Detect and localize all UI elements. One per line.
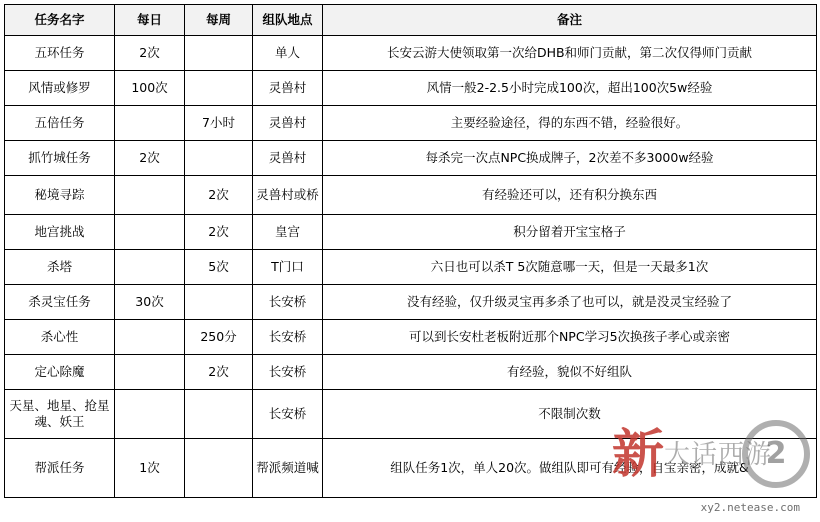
cell-note: 风情一般2-2.5小时完成100次，超出100次5w经验 [323, 71, 817, 106]
cell-weekly [185, 36, 253, 71]
cell-note: 有经验，貌似不好组队 [323, 355, 817, 390]
cell-daily [115, 355, 185, 390]
cell-task: 杀心性 [5, 320, 115, 355]
logo-xin: 新 [612, 424, 665, 485]
cell-daily: 100次 [115, 71, 185, 106]
cell-task: 杀塔 [5, 250, 115, 285]
cell-task: 秘境寻踪 [5, 176, 115, 215]
cell-daily [115, 176, 185, 215]
cell-location: 灵兽村或桥 [253, 176, 323, 215]
cell-task: 五环任务 [5, 36, 115, 71]
cell-weekly [185, 439, 253, 498]
cell-task: 地宫挑战 [5, 215, 115, 250]
cell-weekly [185, 141, 253, 176]
cell-location: 皇宫 [253, 215, 323, 250]
table-row [5, 285, 817, 320]
table-row [5, 106, 817, 141]
cell-location: 灵兽村 [253, 71, 323, 106]
cell-daily [115, 215, 185, 250]
cell-daily: 30次 [115, 285, 185, 320]
cell-note: 长安云游大使领取第一次给DHB和师门贡献，第二次仅得师门贡献 [323, 36, 817, 71]
header-row [5, 5, 817, 36]
cell-weekly [185, 285, 253, 320]
cell-location: 帮派频道喊 [253, 439, 323, 498]
table-row [5, 355, 817, 390]
cell-daily: 1次 [115, 439, 185, 498]
header-daily: 每日 [115, 5, 185, 36]
cell-location: T门口 [253, 250, 323, 285]
logo-url: xy2.netease.com [700, 501, 800, 514]
cell-location: 长安桥 [253, 355, 323, 390]
table-row [5, 250, 817, 285]
header-task-name: 任务名字 [5, 5, 115, 36]
cell-location: 灵兽村 [253, 141, 323, 176]
cell-task: 帮派任务 [5, 439, 115, 498]
cell-note: 每杀完一次点NPC换成牌子，2次差不多3000w经验 [323, 141, 817, 176]
header-notes: 备注 [323, 5, 817, 36]
logo-title: 大话西游 [664, 440, 773, 470]
cell-task: 抓竹城任务 [5, 141, 115, 176]
cell-weekly: 7小时 [185, 106, 253, 141]
cell-task: 杀灵宝任务 [5, 285, 115, 320]
cell-note: 六日也可以杀T 5次随意哪一天，但是一天最多1次 [323, 250, 817, 285]
cell-note: 有经验还可以，还有积分换东西 [323, 176, 817, 215]
cell-location: 灵兽村 [253, 106, 323, 141]
header-location: 组队地点 [253, 5, 323, 36]
cell-weekly [185, 71, 253, 106]
table-row [5, 71, 817, 106]
table-row [5, 215, 817, 250]
logo-number: 2 [742, 420, 810, 488]
cell-note: 没有经验，仅升级灵宝再多杀了也可以，就是没灵宝经验了 [323, 285, 817, 320]
cell-weekly: 250分 [185, 320, 253, 355]
cell-weekly: 2次 [185, 215, 253, 250]
cell-weekly: 2次 [185, 176, 253, 215]
table-row [5, 36, 817, 71]
cell-task: 定心除魔 [5, 355, 115, 390]
cell-daily [115, 320, 185, 355]
header-weekly: 每周 [185, 5, 253, 36]
cell-daily [115, 390, 185, 439]
table-row [5, 390, 817, 439]
cell-daily: 2次 [115, 141, 185, 176]
cell-note: 可以到长安杜老板附近那个NPC学习5次换孩子孝心或亲密 [323, 320, 817, 355]
cell-location: 长安桥 [253, 390, 323, 439]
table-row [5, 176, 817, 215]
cell-location: 长安桥 [253, 320, 323, 355]
cell-daily [115, 250, 185, 285]
cell-note: 组队任务1次，单人20次。做组队即可有经验，自宝亲密，成就& [323, 439, 817, 498]
cell-task: 天星、地星、抢星魂、妖王 [5, 390, 115, 439]
cell-daily [115, 106, 185, 141]
task-table [4, 4, 817, 498]
cell-note: 不限制次数 [323, 390, 817, 439]
cell-weekly: 5次 [185, 250, 253, 285]
cell-task: 五倍任务 [5, 106, 115, 141]
cell-task: 风情或修罗 [5, 71, 115, 106]
table-row [5, 320, 817, 355]
table-row [5, 439, 817, 498]
cell-daily: 2次 [115, 36, 185, 71]
cell-weekly: 2次 [185, 355, 253, 390]
cell-location: 单人 [253, 36, 323, 71]
cell-note: 积分留着开宝宝格子 [323, 215, 817, 250]
cell-weekly [185, 390, 253, 439]
cell-note: 主要经验途径，得的东西不错，经验很好。 [323, 106, 817, 141]
table-row [5, 141, 817, 176]
cell-location: 长安桥 [253, 285, 323, 320]
